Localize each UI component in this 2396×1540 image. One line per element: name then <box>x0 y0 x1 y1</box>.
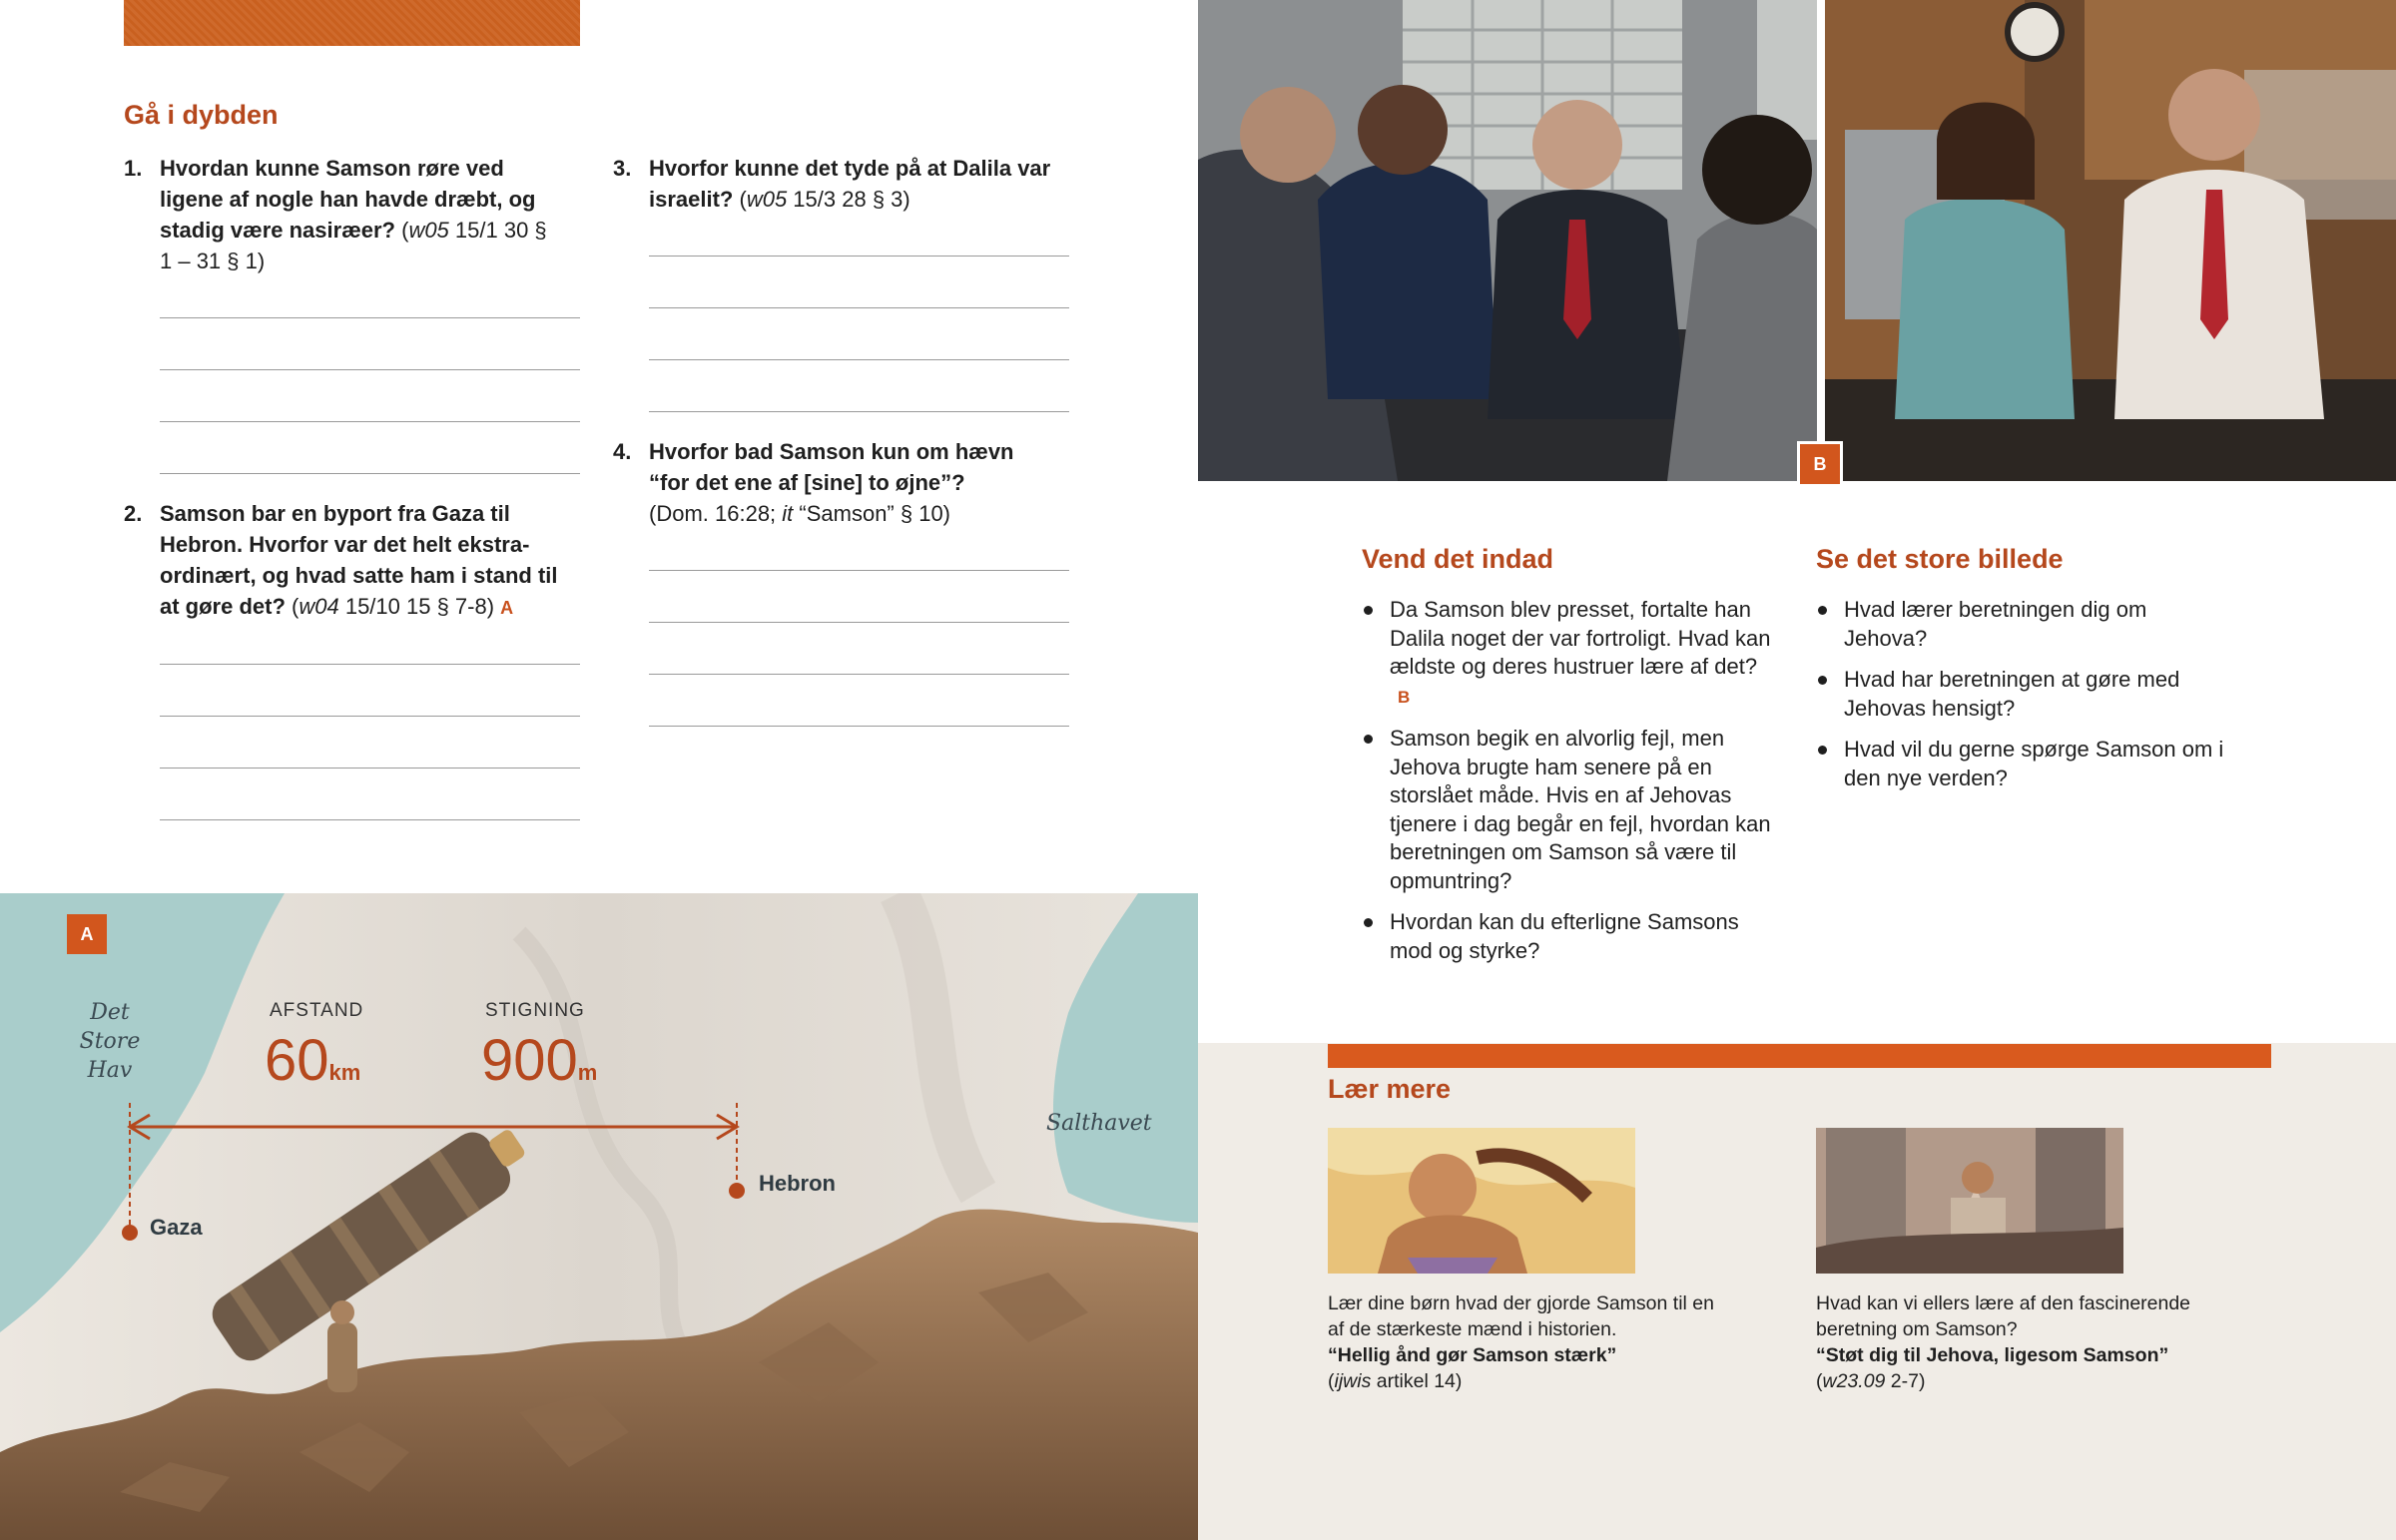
section-title: Gå i dybden <box>124 100 279 130</box>
figure-marker: B <box>1398 687 1411 707</box>
ref-prefix: (Dom. 16:28; <box>649 501 783 526</box>
distance-label: AFSTAND <box>270 1000 364 1021</box>
caption-source-pub: w23.09 <box>1822 1370 1886 1392</box>
laer-mere-caption-1 <box>1328 1290 1727 1394</box>
laer-mere-title: Lær mere <box>1328 1074 1452 1104</box>
photo-illustration <box>1825 0 2396 481</box>
ref-publication: w04 <box>299 594 339 619</box>
sea-label-line: Hav <box>87 1058 133 1083</box>
question-text: Hvordan kunne Samson røre ved ligene af nogle han havde dræbt, og stadig være nasiræer? <box>160 156 536 243</box>
question-text: Hvorfor bad Samson kun om hævn “for det ene af [sine] to øjne”? <box>649 439 1014 495</box>
question-1: 1. Hvordan kunne Samson røre ved ligene af nogle han havde dræbt, og stadig være nasiræer? (w05 15/1 30 § 1 – 31 § 1) <box>124 153 553 276</box>
question-4 <box>613 436 1042 529</box>
photo-illustration <box>1198 0 1817 481</box>
distance-number: 60 <box>265 1028 329 1093</box>
ref-publication: w05 <box>746 187 788 212</box>
question-text: Samson bar en byport fra Gaza til Hebron. Hvorfor var det helt ekstra-ordinært, og hvad satte ham i stand til at gøre det? <box>160 501 558 619</box>
answer-line[interactable] <box>160 768 580 769</box>
caption-source <box>1328 1370 1462 1392</box>
elevation-value <box>481 1027 597 1094</box>
list-item <box>1816 596 2235 653</box>
caption-link-title[interactable]: “Støt dig til Jehova, ligesom Samson” <box>1816 1344 2169 1366</box>
salt-sea-label: Salthavet <box>1046 1111 1152 1136</box>
city-label-gaza: Gaza <box>150 1215 203 1240</box>
answer-line[interactable] <box>160 716 580 717</box>
vend-title: Vend det indad <box>1362 544 1554 574</box>
answer-line[interactable] <box>649 726 1069 727</box>
ref-location: “Samson” § 10) <box>793 501 951 526</box>
answer-line[interactable] <box>160 317 580 318</box>
sea-label-line: Store <box>79 1029 141 1054</box>
sea-label-line: Det <box>90 1000 130 1025</box>
list-item <box>1362 725 1771 895</box>
caption-source-pre: ( <box>1328 1370 1335 1392</box>
question-number: 1. <box>124 156 143 181</box>
distance-unit: km <box>328 1060 361 1085</box>
sea-label <box>62 998 158 1085</box>
answer-line[interactable] <box>649 622 1069 623</box>
question-number: 4. <box>613 439 632 464</box>
ref-location: 15/10 15 § 7-8 <box>338 594 487 619</box>
list-item-text: Hvad har beretningen at gøre med Jehovas hensigt? <box>1844 667 2180 721</box>
list-item-text: Samson begik en alvorlig fejl, men Jehova brugte ham senere på en storslået måde. Hvis en af Jehovas tjenere i dag begår en fejl, hvordan kan beretningen om Samson så være til opmuntring? <box>1390 726 1771 893</box>
list-item <box>1362 908 1771 965</box>
laer-mere-bar <box>1328 1044 2271 1068</box>
ref-publication: it <box>782 501 794 526</box>
photo-elders-meeting <box>1198 0 1817 481</box>
se-list <box>1816 596 2235 805</box>
caption-source-pub: ijwis <box>1334 1370 1372 1392</box>
answer-line[interactable] <box>649 570 1069 571</box>
list-item-text: Hvad lærer beretningen dig om Jehova? <box>1844 597 2147 651</box>
caption-link-title[interactable]: “Hellig ånd gør Samson stærk” <box>1328 1344 1617 1366</box>
figure-badge-a: A <box>67 914 107 954</box>
map-gaza-hebron <box>0 893 1198 1540</box>
ref-location: 15/1 30 § 1 – 31 § 1 <box>160 218 547 273</box>
list-item-text: Hvad vil du gerne spørge Samson om i den nye verden? <box>1844 737 2224 790</box>
caption-source <box>1816 1370 1926 1392</box>
photo-couple-kitchen <box>1825 0 2396 481</box>
caption-desc: Lær dine børn hvad der gjorde Samson til en af de stærkeste mænd i historien. <box>1328 1292 1714 1340</box>
answer-line[interactable] <box>649 411 1069 412</box>
ref-location: 15/3 28 § 3 <box>787 187 903 212</box>
figure-badge-b: B <box>1797 441 1843 487</box>
answer-line[interactable] <box>160 664 580 665</box>
answer-line[interactable] <box>649 359 1069 360</box>
city-label-hebron: Hebron <box>759 1171 836 1196</box>
question-number: 3. <box>613 156 632 181</box>
thumbnail-image <box>1328 1128 1635 1274</box>
thumbnail-image <box>1816 1128 2123 1274</box>
se-title: Se det store billede <box>1816 544 2064 574</box>
answer-line[interactable] <box>160 819 580 820</box>
distance-value <box>265 1027 360 1094</box>
answer-line[interactable] <box>160 369 580 370</box>
answer-line[interactable] <box>649 674 1069 675</box>
answer-line[interactable] <box>649 256 1069 257</box>
question-text: Hvorfor kunne det tyde på at Dalila var israelit? <box>649 156 1051 212</box>
question-number: 2. <box>124 501 143 526</box>
question-3: 3. Hvorfor kunne det tyde på at Dalila var israelit? (w05 15/3 28 § 3) <box>613 153 1052 215</box>
elevation-label: STIGNING <box>485 1000 585 1021</box>
elevation-number: 900 <box>481 1028 578 1093</box>
elevation-unit: m <box>577 1060 598 1085</box>
caption-source-rest: 2-7) <box>1885 1370 1926 1392</box>
caption-desc: Hvad kan vi ellers lære af den fascinerende beretning om Samson? <box>1816 1292 2191 1340</box>
thumbnail-samson-strong[interactable] <box>1328 1128 1635 1274</box>
list-item <box>1816 666 2235 723</box>
ref-publication: w05 <box>408 218 449 243</box>
caption-source-rest: artikel 14) <box>1371 1370 1463 1392</box>
list-item-text: Da Samson blev presset, fortalte han Dalila noget der var fortroligt. Hvad kan ældste og deres hustruer lære af det? <box>1390 597 1771 679</box>
question-2: 2. Samson bar en byport fra Gaza til Hebron. Hvorfor var det helt ekstra-ordinært, og hvad satte ham i stand til at gøre det? (w04 15/10 15 § 7-8) A <box>124 498 563 624</box>
answer-line[interactable] <box>160 421 580 422</box>
answer-line[interactable] <box>160 473 580 474</box>
laer-mere-caption-2 <box>1816 1290 2235 1394</box>
decorative-band <box>124 0 580 46</box>
list-item <box>1362 596 1771 712</box>
list-item-text: Hvordan kan du efterligne Samsons mod og styrke? <box>1390 909 1739 963</box>
thumbnail-samson-pillars[interactable] <box>1816 1128 2123 1274</box>
answer-line[interactable] <box>649 307 1069 308</box>
vend-list <box>1362 596 1771 978</box>
list-item <box>1816 736 2235 792</box>
caption-source-pre: ( <box>1816 1370 1823 1392</box>
figure-marker: A <box>500 598 514 618</box>
